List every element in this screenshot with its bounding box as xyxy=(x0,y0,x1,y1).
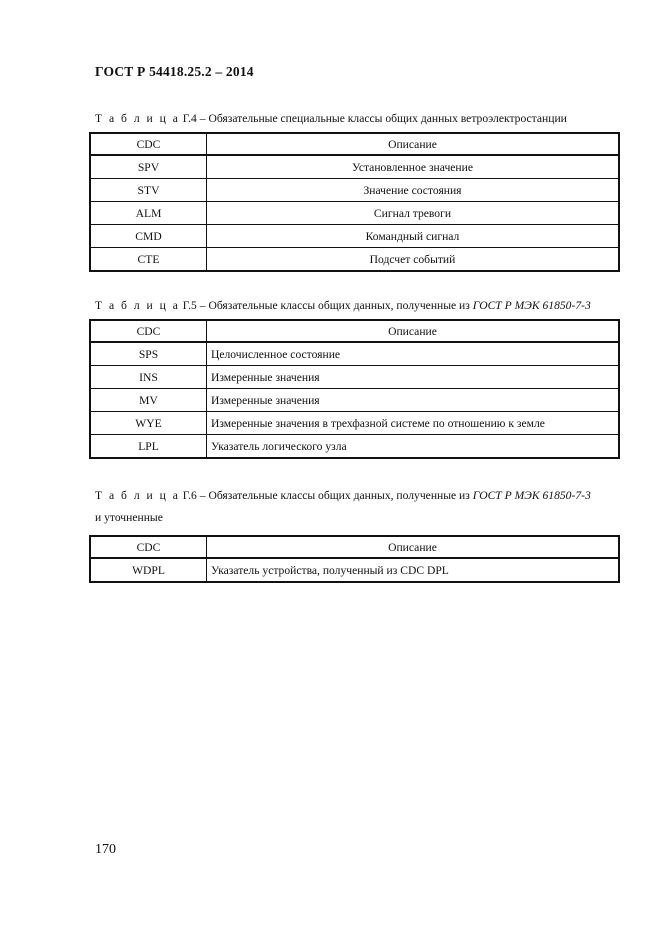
standard-reference: ГОСТ Р МЭК 61850-7-3 xyxy=(472,299,591,312)
cdc-cell: WYE xyxy=(90,412,207,435)
table-caption-text: Г.5 – Обязательные классы общих данных, полученные из xyxy=(179,299,473,312)
table-row xyxy=(90,366,619,389)
table-g6-caption xyxy=(95,485,625,529)
table-g4 xyxy=(89,132,620,272)
description-cell: Измеренные значения xyxy=(207,389,620,412)
description-cell: Командный сигнал xyxy=(207,225,620,248)
cdc-cell: SPV xyxy=(90,155,207,179)
table-row xyxy=(90,202,619,225)
column-header-cdc: CDC xyxy=(90,320,207,342)
description-cell: Сигнал тревоги xyxy=(207,202,620,225)
column-header-description: Описание xyxy=(207,536,620,558)
cdc-cell: STV xyxy=(90,179,207,202)
description-cell: Установленное значение xyxy=(207,155,620,179)
description-cell: Измеренные значения в трехфазной системе по отношению к земле xyxy=(207,412,620,435)
cdc-cell: WDPL xyxy=(90,558,207,582)
document-title: ГОСТ Р 54418.25.2 – 2014 xyxy=(95,64,254,79)
table-row xyxy=(90,155,619,179)
description-cell: Указатель устройства, полученный из CDC DPL xyxy=(207,558,620,582)
table-row xyxy=(90,412,619,435)
cdc-cell: LPL xyxy=(90,435,207,459)
table-row xyxy=(90,248,619,272)
cdc-cell: SPS xyxy=(90,342,207,366)
table-g5-caption xyxy=(95,295,625,317)
table-g6 xyxy=(89,535,620,583)
column-header-description: Описание xyxy=(207,133,620,155)
table-g4-caption xyxy=(95,108,625,130)
table-row xyxy=(90,225,619,248)
column-header-description: Описание xyxy=(207,320,620,342)
table-g5 xyxy=(89,319,620,459)
table-row xyxy=(90,179,619,202)
table-caption-continuation: и уточненные xyxy=(95,511,163,524)
table-caption-text: Г.6 – Обязательные классы общих данных, полученные из xyxy=(179,489,473,502)
page-number: 170 xyxy=(95,842,116,857)
table-caption-label: Т а б л и ц а xyxy=(95,299,180,312)
table-row xyxy=(90,342,619,366)
description-cell: Целочисленное состояние xyxy=(207,342,620,366)
column-header-cdc: CDC xyxy=(90,536,207,558)
standard-reference: ГОСТ Р МЭК 61850-7-3 xyxy=(472,489,591,502)
description-cell: Указатель логического узла xyxy=(207,435,620,459)
table-row xyxy=(90,389,619,412)
description-cell: Подсчет событий xyxy=(207,248,620,272)
description-cell: Измеренные значения xyxy=(207,366,620,389)
table-row xyxy=(90,435,619,459)
cdc-cell: CMD xyxy=(90,225,207,248)
table-caption-label: Т а б л и ц а xyxy=(95,489,180,502)
table-row xyxy=(90,558,619,582)
column-header-cdc: CDC xyxy=(90,133,207,155)
description-cell: Значение состояния xyxy=(207,179,620,202)
cdc-cell: CTE xyxy=(90,248,207,272)
cdc-cell: MV xyxy=(90,389,207,412)
table-caption-label: Т а б л и ц а xyxy=(95,112,180,125)
table-caption-text: Г.4 – Обязательные специальные классы общих данных ветроэлектростанции xyxy=(179,112,567,125)
cdc-cell: ALM xyxy=(90,202,207,225)
cdc-cell: INS xyxy=(90,366,207,389)
